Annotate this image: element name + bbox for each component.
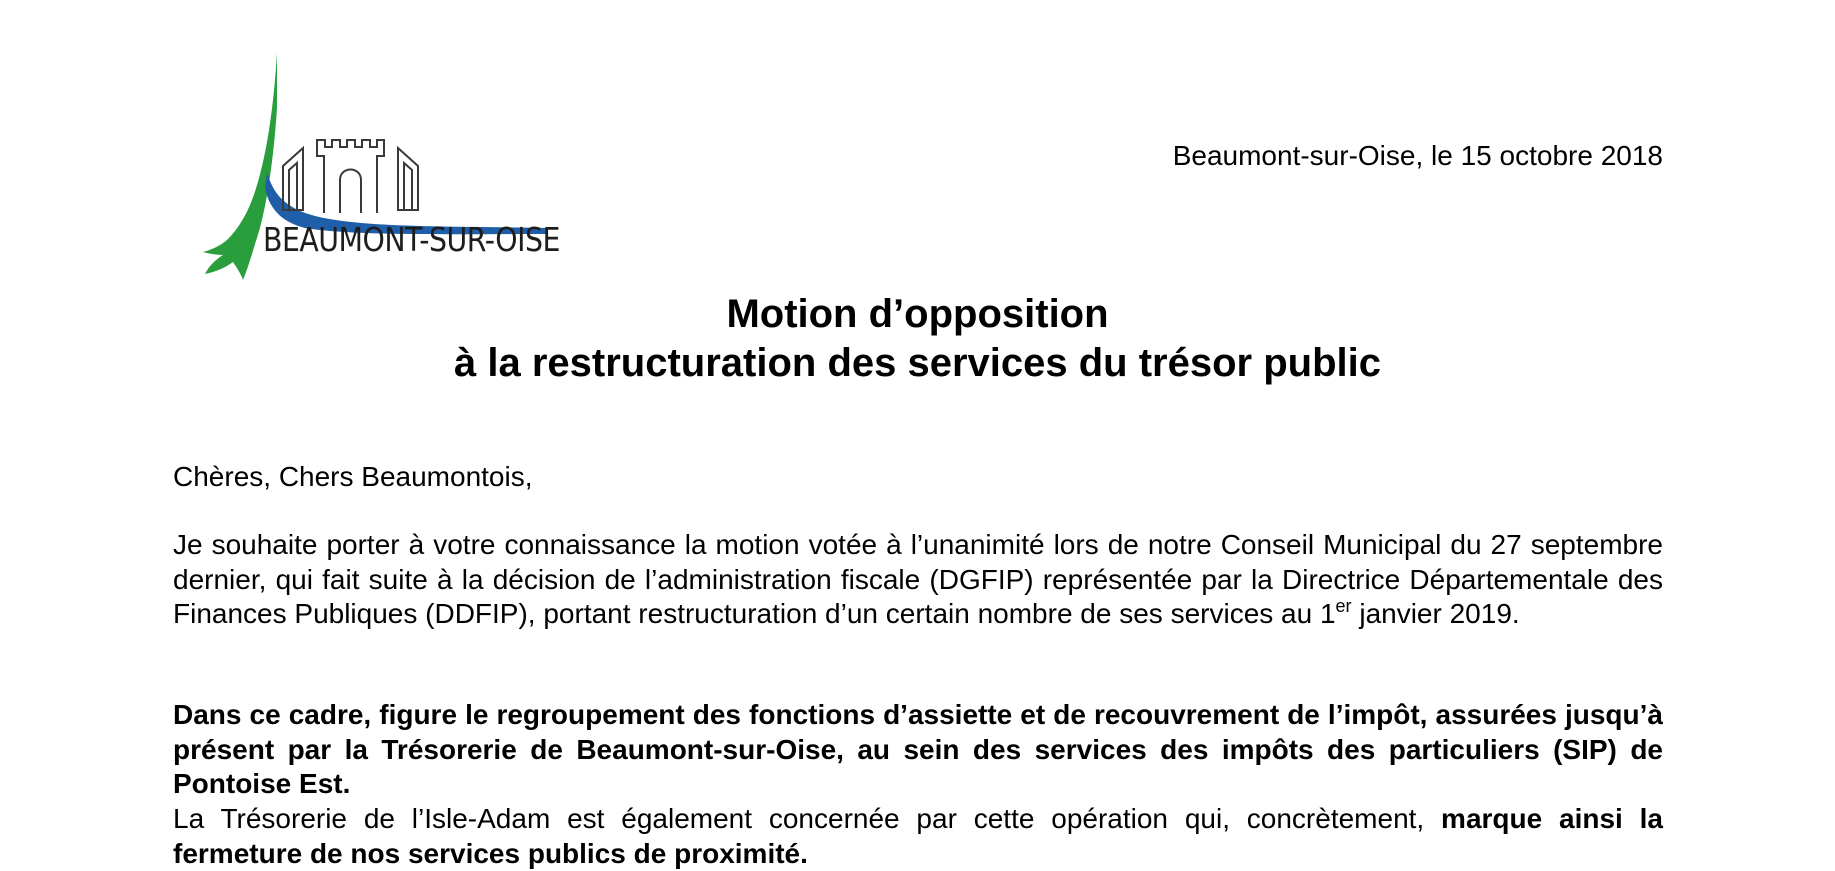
town-logo <box>185 48 585 280</box>
paragraph-2: Dans ce cadre, figure le regroupement des fonctions d’assiette et de recouvrement de l’impôt, assurées jusqu’à présent par la Trésorerie de Beaumont-sur-Oise, au sein des services des impôts des particuliers (SIP) de Pontoise Est. <box>173 699 1663 799</box>
ordinal-superscript: er <box>1335 596 1352 616</box>
paragraph-1-text: Je souhaite porter à votre connaissance la motion votée à l’unanimité lors de notre Conseil Municipal du 27 septembre dernier, qui fait suite à la décision de l’administration fiscale (DGFIP) représentée par la Directrice Départementale des Finances Publiques (DDFIP), portant restructuration d’un certain nombre de ses services au 1 <box>173 529 1663 629</box>
paragraph-1 <box>173 528 1663 632</box>
document-title-line2: à la restructuration des services du trésor public <box>454 341 1381 385</box>
paragraph-1-end: janvier 2019. <box>1351 598 1520 629</box>
salutation: Chères, Chers Beaumontois, <box>173 461 533 492</box>
date-line: Beaumont-sur-Oise, le 15 octobre 2018 <box>1172 140 1663 171</box>
logo-castle <box>283 140 418 213</box>
paragraph-3-text: La Trésorerie de l’Isle-Adam est également concernée par cette opération qui, concrètement, <box>173 803 1442 834</box>
logo-wordmark: BEAUMONT-SUR-OISE <box>263 220 560 259</box>
document-title-line1: Motion d’opposition <box>726 292 1109 336</box>
paragraph-3 <box>173 802 1663 871</box>
paragraph-3-emphasis: marque ainsi la fermeture de nos services publics de proximité. <box>173 803 1663 869</box>
